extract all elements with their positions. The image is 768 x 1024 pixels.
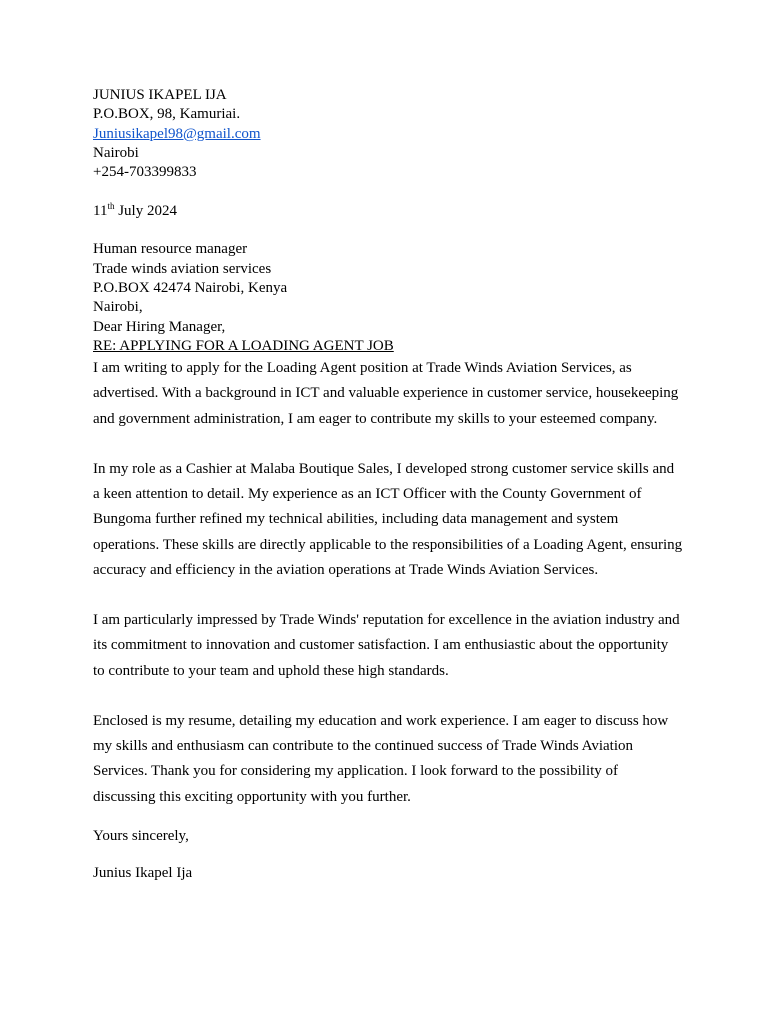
sender-email-link[interactable]: Juniusikapel98@gmail.com	[93, 125, 261, 142]
sender-email-line	[93, 125, 683, 144]
recipient-company: Trade winds aviation services	[93, 260, 272, 277]
spacer	[93, 221, 683, 240]
signature: Junius Ikapel Ija	[93, 864, 193, 881]
body-paragraph-1: I am writing to apply for the Loading Agent position at Trade Winds Aviation Services, as advertised. With a background in ICT and valuable experience in customer service, housekeeping and government administration, I am eager to contribute my skills to your esteemed company.	[93, 360, 679, 427]
letter-date	[93, 202, 683, 221]
salutation: Dear Hiring Manager,	[93, 318, 226, 335]
date-rest: July 2024	[118, 202, 177, 219]
body-paragraph-4: Enclosed is my resume, detailing my education and work experience. I am eager to discuss how my skills and enthusiasm can contribute to the continued success of Trade Winds Aviation Services. Thank you for considering my application. I look forward to the possibility of discussing this exciting opportunity with you further.	[93, 712, 669, 805]
spacer	[93, 684, 683, 709]
recipient-address: P.O.BOX 42474 Nairobi, Kenya	[93, 279, 288, 296]
body-paragraph-2: In my role as a Cashier at Malaba Boutique Sales, I developed strong customer service skills and a keen attention to detail. My experience as an ICT Officer with the County Government of Bungoma further refined my technical abilities, including data management and system operations. These skills are directly applicable to the responsibilities of a Loading Agent, ensuring accuracy and efficiency in the aviation operations at Trade Winds Aviation Services.	[93, 460, 683, 578]
date-suffix: th	[107, 200, 115, 211]
spacer	[93, 182, 683, 201]
spacer	[93, 583, 683, 608]
sender-address: P.O.BOX, 98, Kamuriai.	[93, 106, 241, 123]
letter	[93, 86, 683, 883]
closing: Yours sincerely,	[93, 827, 189, 844]
sender-phone: +254-703399833	[93, 164, 197, 181]
recipient-city: Nairobi,	[93, 299, 143, 316]
subject-line: RE: APPLYING FOR A LOADING AGENT JOB	[93, 337, 394, 354]
sender-name: JUNIUS IKAPEL IJA	[93, 87, 227, 103]
date-day: 11	[93, 202, 108, 219]
spacer	[93, 432, 683, 457]
recipient-title: Human resource manager	[93, 241, 248, 258]
sender-city: Nairobi	[93, 144, 139, 161]
body-paragraph-3: I am particularly impressed by Trade Winds' reputation for excellence in the aviation industry and its commitment to innovation and customer satisfaction. I am enthusiastic about the opportunity to contribute to your team and uphold these high standards.	[93, 612, 680, 679]
